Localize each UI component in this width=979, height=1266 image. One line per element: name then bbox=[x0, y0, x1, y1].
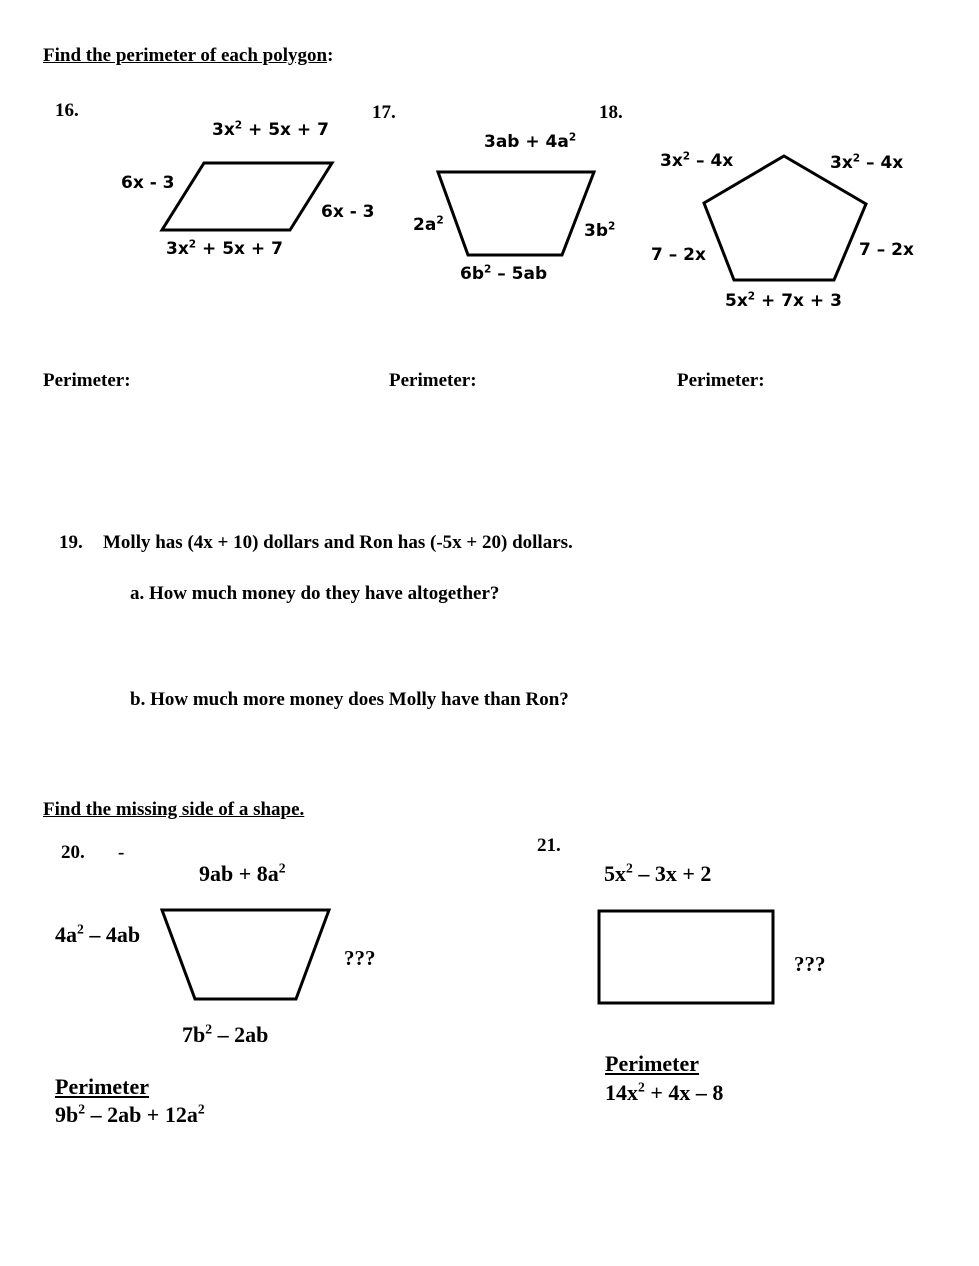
p17-left-side: $2a^2$ bbox=[413, 214, 444, 235]
p18-perimeter-label: Perimeter: bbox=[677, 370, 765, 391]
p17-bottom-side: $6b^2 - 5ab$ bbox=[460, 263, 548, 284]
p17-perimeter-label: Perimeter: bbox=[389, 370, 477, 391]
p21-perimeter-value: $14x^2 + 4x - 8$ bbox=[605, 1079, 724, 1105]
problem-19-number: 19. bbox=[59, 532, 83, 553]
p18-right-side: 7 – 2x bbox=[859, 240, 914, 260]
parallelogram-16-outline bbox=[162, 163, 332, 230]
p20-missing-side: ??? bbox=[344, 946, 376, 970]
p20-bottom-side: $7b^2 - 2ab$ bbox=[182, 1021, 269, 1047]
p16-top-side: $3x^2 + 5x + 7$ bbox=[212, 119, 329, 140]
pentagon-18-outline bbox=[704, 156, 866, 280]
rectangle-21-outline bbox=[599, 911, 773, 1003]
p18-top-left-side: $3x^2 - 4x$ bbox=[660, 150, 734, 171]
p18-left-side: 7 – 2x bbox=[651, 245, 706, 265]
p20-left-side: $4a^2 - 4ab$ bbox=[55, 921, 141, 947]
trapezoid-20-outline bbox=[162, 910, 329, 999]
p21-missing-side: ??? bbox=[794, 952, 826, 976]
p19-part-b: b. How much more money does Molly have than Ron? bbox=[130, 689, 569, 710]
p17-top-side: $3ab + 4a^2$ bbox=[484, 131, 577, 152]
p21-top-side: $5x^2 - 3x + 2$ bbox=[604, 860, 712, 886]
p20-perimeter-value: $9b^2 - 2ab + 12a^2$ bbox=[55, 1101, 205, 1127]
p19-part-a: a. How much money do they have altogether? bbox=[130, 583, 500, 604]
problem-21-number: 21. bbox=[537, 835, 561, 856]
p20-perimeter-label: Perimeter bbox=[55, 1074, 150, 1099]
problem-18-number: 18. bbox=[599, 102, 623, 123]
trapezoid-17-outline bbox=[438, 172, 594, 255]
p16-bottom-side: $3x^2 + 5x + 7$ bbox=[166, 238, 283, 259]
p17-right-side: $3b^2$ bbox=[584, 220, 616, 241]
p18-bottom-side: $5x^2 + 7x + 3$ bbox=[725, 290, 842, 311]
heading-colon: : bbox=[327, 45, 334, 66]
p20-top-side: $9ab + 8a^2$ bbox=[199, 860, 286, 886]
heading-text: Find the perimeter of each polygon bbox=[43, 45, 328, 66]
p21-perimeter-label: Perimeter bbox=[605, 1051, 700, 1076]
problem-20-number: 20. bbox=[61, 842, 85, 863]
p19-question: Molly has (4x + 10) dollars and Ron has (-5x + 20) dollars. bbox=[103, 532, 573, 553]
section-heading-missing-side: Find the missing side of a shape. bbox=[43, 799, 305, 820]
p18-top-right-side: $3x^2 - 4x$ bbox=[830, 152, 904, 173]
p16-left-side: 6x - 3 bbox=[121, 173, 175, 193]
p20-dash: - bbox=[118, 842, 125, 863]
p16-perimeter-label: Perimeter: bbox=[43, 370, 131, 391]
p16-right-side: 6x - 3 bbox=[321, 202, 375, 222]
problem-16-number: 16. bbox=[55, 100, 79, 121]
problem-17-number: 17. bbox=[372, 102, 396, 123]
